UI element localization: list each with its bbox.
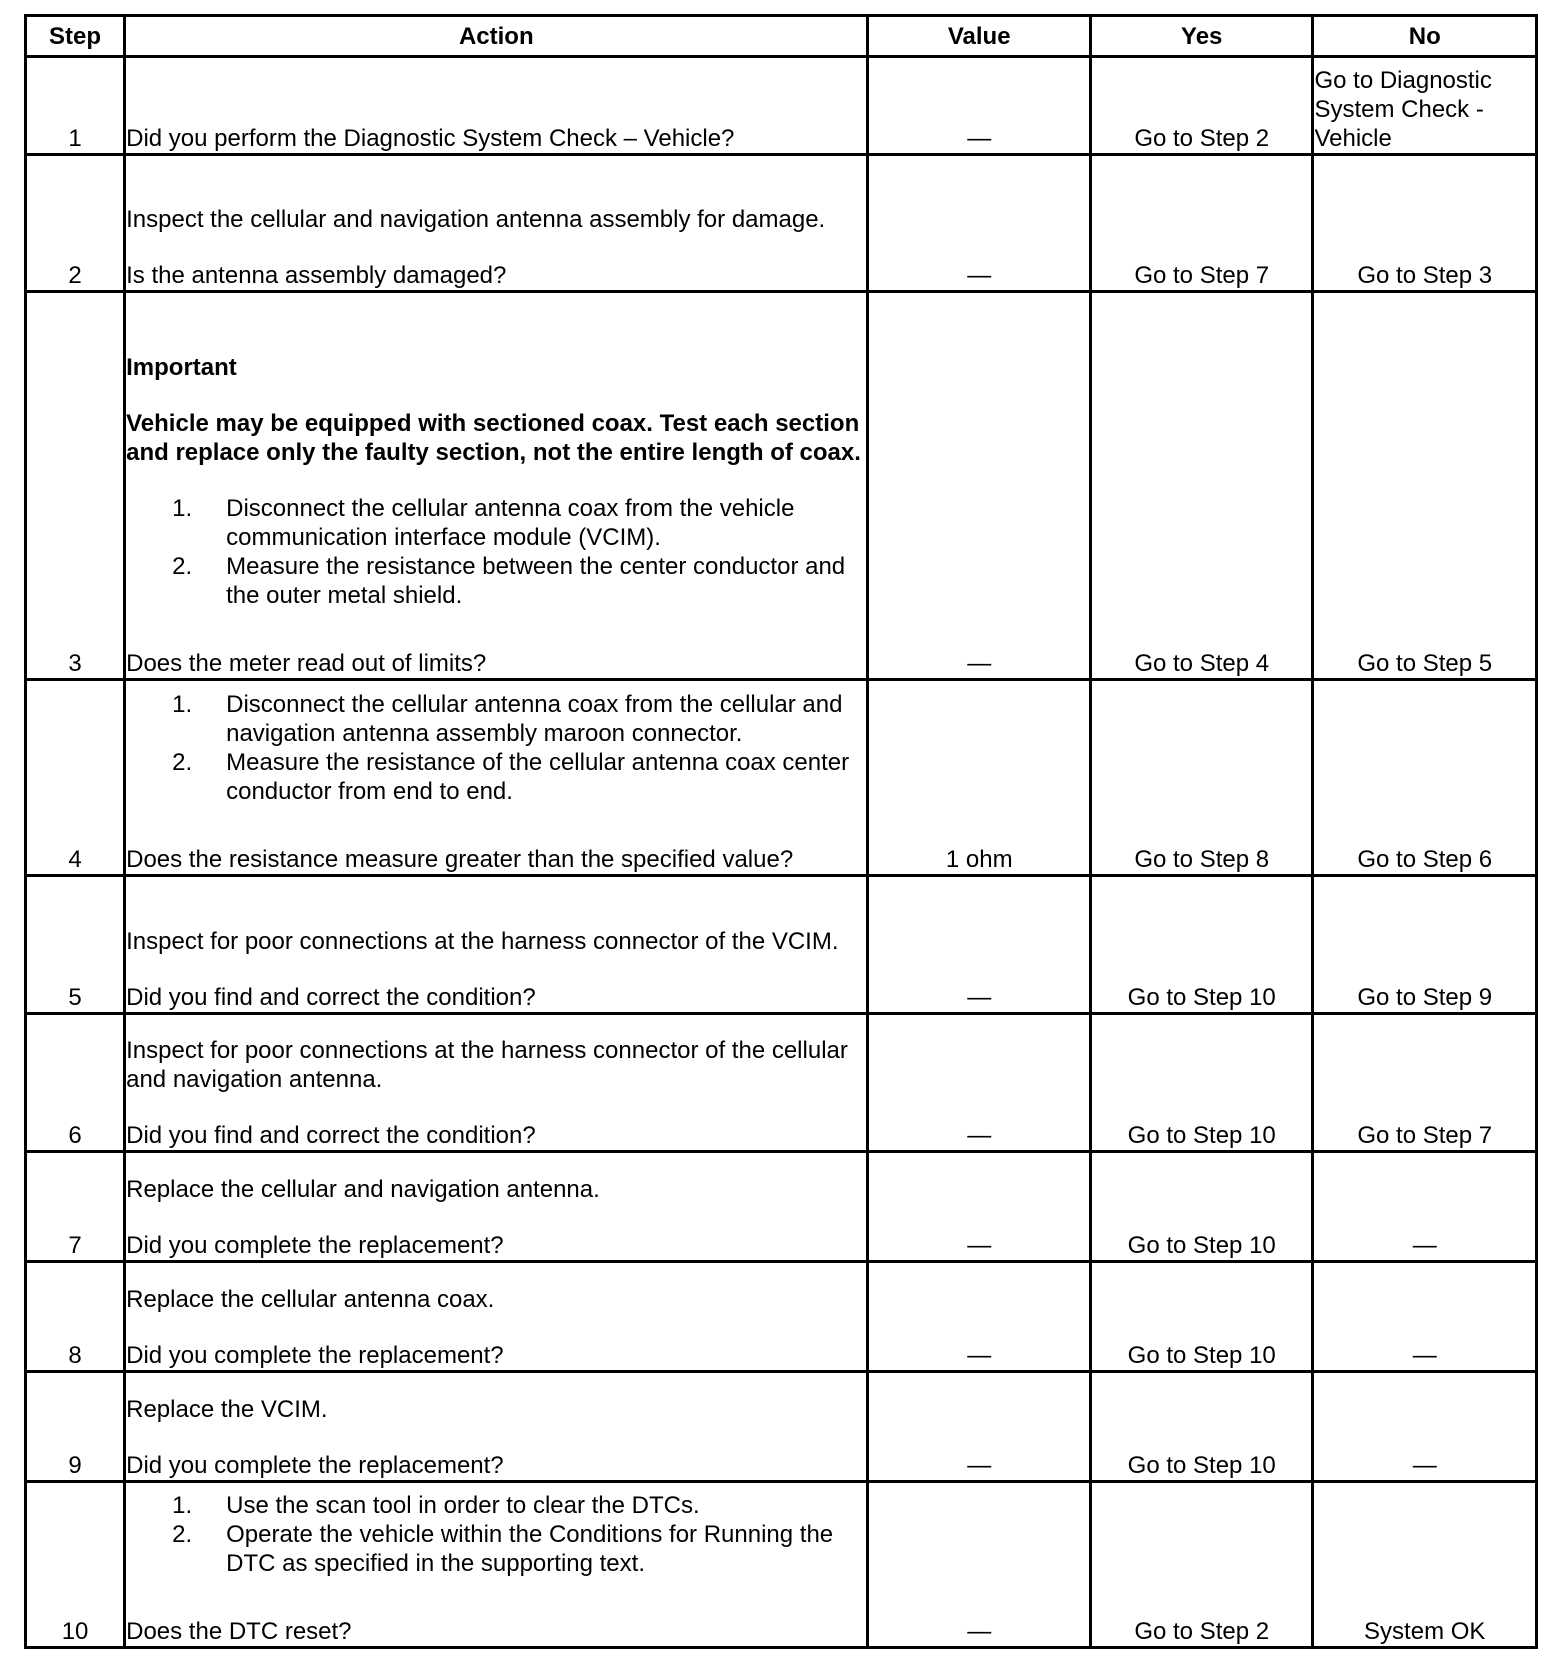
table-row (26, 57, 1537, 155)
substep-text: Use the scan tool in order to clear the DTCs. (226, 1492, 700, 1519)
action-cell (125, 292, 868, 680)
value-cell: 1 ohm (868, 680, 1091, 876)
table-row (26, 1482, 1537, 1648)
table-row (26, 680, 1537, 876)
substep-number: 1. (172, 1492, 193, 1519)
step-number: 9 (26, 1372, 125, 1482)
list-item (126, 1520, 866, 1578)
action-question: Did you complete the replacement? (126, 1232, 504, 1259)
value-cell: — (868, 155, 1091, 292)
substep-number: 2. (172, 1521, 193, 1548)
step-number: 7 (26, 1152, 125, 1262)
value-cell: — (868, 876, 1091, 1014)
action-question: Did you complete the replacement? (126, 1342, 504, 1369)
yes-cell: Go to Step 4 (1090, 292, 1313, 680)
step-number: 10 (26, 1482, 125, 1648)
value-cell: — (868, 1014, 1091, 1152)
no-cell: — (1313, 1372, 1537, 1482)
action-cell (125, 57, 868, 155)
substep-number: 1. (172, 691, 193, 718)
no-cell: Go to Diagnostic System Check - Vehicle (1313, 57, 1537, 155)
no-cell: — (1313, 1152, 1537, 1262)
no-cell: Go to Step 5 (1313, 292, 1537, 680)
value-cell: — (868, 1372, 1091, 1482)
substep-number: 2. (172, 749, 193, 776)
step-number: 8 (26, 1262, 125, 1372)
action-cell (125, 1152, 868, 1262)
step-number: 6 (26, 1014, 125, 1152)
action-cell (125, 1014, 868, 1152)
action-cell (125, 1482, 868, 1648)
table-row (26, 1262, 1537, 1372)
list-item (126, 748, 866, 806)
yes-cell: Go to Step 10 (1090, 1372, 1313, 1482)
table-row (26, 155, 1537, 292)
yes-cell: Go to Step 10 (1090, 876, 1313, 1014)
diagnostic-table (24, 14, 1538, 1649)
step-number: 5 (26, 876, 125, 1014)
value-cell: — (868, 292, 1091, 680)
value-cell: — (868, 1262, 1091, 1372)
action-text: Inspect for poor connections at the harness connector of the VCIM. (126, 928, 839, 955)
yes-cell: Go to Step 2 (1090, 1482, 1313, 1648)
yes-cell: Go to Step 10 (1090, 1152, 1313, 1262)
action-text: Inspect for poor connections at the harness connector of the cellular and navigation antenna. (126, 1037, 848, 1093)
value-cell: — (868, 1482, 1091, 1648)
list-item (126, 494, 866, 552)
no-cell: Go to Step 7 (1313, 1014, 1537, 1152)
substep-list (126, 494, 866, 610)
value-cell: — (868, 1152, 1091, 1262)
header-step: Step (26, 16, 125, 57)
step-number: 4 (26, 680, 125, 876)
action-text: Replace the cellular antenna coax. (126, 1286, 495, 1313)
list-item (126, 1491, 866, 1520)
list-item (126, 552, 866, 610)
substep-text: Disconnect the cellular antenna coax from the cellular and navigation antenna assembly maroon connector. (226, 691, 843, 747)
no-cell: — (1313, 1262, 1537, 1372)
action-question: Does the resistance measure greater than the specified value? (126, 846, 794, 873)
substep-number: 2. (172, 553, 193, 580)
table-row (26, 1372, 1537, 1482)
substep-text: Measure the resistance of the cellular antenna coax center conductor from end to end. (226, 749, 850, 805)
action-cell (125, 1372, 868, 1482)
header-yes: Yes (1090, 16, 1313, 57)
no-cell: System OK (1313, 1482, 1537, 1648)
header-value: Value (868, 16, 1091, 57)
substep-list (126, 1491, 866, 1578)
action-question: Did you complete the replacement? (126, 1452, 504, 1479)
step-number: 1 (26, 57, 125, 155)
action-text: Replace the VCIM. (126, 1396, 328, 1423)
important-text: Vehicle may be equipped with sectioned coax. Test each section and replace only the faulty section, not the entire length of coax. (126, 410, 861, 466)
action-text: Inspect the cellular and navigation antenna assembly for damage. (126, 206, 826, 233)
action-cell (125, 1262, 868, 1372)
substep-text: Disconnect the cellular antenna coax from the vehicle communication interface module (VCIM). (226, 495, 795, 551)
yes-cell: Go to Step 8 (1090, 680, 1313, 876)
important-label: Important (126, 354, 237, 381)
yes-cell: Go to Step 2 (1090, 57, 1313, 155)
table-row (26, 876, 1537, 1014)
action-question: Did you find and correct the condition? (126, 984, 536, 1011)
substep-number: 1. (172, 495, 193, 522)
table-row (26, 292, 1537, 680)
action-cell (125, 155, 868, 292)
header-row (26, 16, 1537, 57)
no-cell: Go to Step 6 (1313, 680, 1537, 876)
header-no: No (1313, 16, 1537, 57)
action-question: Does the DTC reset? (126, 1618, 352, 1645)
yes-cell: Go to Step 10 (1090, 1014, 1313, 1152)
no-cell: Go to Step 9 (1313, 876, 1537, 1014)
substep-text: Measure the resistance between the center conductor and the outer metal shield. (226, 553, 846, 609)
header-action: Action (125, 16, 868, 57)
list-item (126, 690, 866, 748)
no-cell: Go to Step 3 (1313, 155, 1537, 292)
yes-cell: Go to Step 10 (1090, 1262, 1313, 1372)
action-question: Did you find and correct the condition? (126, 1122, 536, 1149)
step-number: 3 (26, 292, 125, 680)
substep-text: Operate the vehicle within the Conditions for Running the DTC as specified in the supporting text. (226, 1521, 834, 1577)
table-row (26, 1014, 1537, 1152)
yes-cell: Go to Step 7 (1090, 155, 1313, 292)
substep-list (126, 690, 866, 806)
value-cell: — (868, 57, 1091, 155)
action-question: Did you perform the Diagnostic System Check – Vehicle? (126, 125, 735, 152)
action-cell (125, 876, 868, 1014)
action-text: Replace the cellular and navigation antenna. (126, 1176, 600, 1203)
table-row (26, 1152, 1537, 1262)
action-question: Does the meter read out of limits? (126, 650, 487, 677)
action-cell (125, 680, 868, 876)
action-question: Is the antenna assembly damaged? (126, 262, 507, 289)
step-number: 2 (26, 155, 125, 292)
